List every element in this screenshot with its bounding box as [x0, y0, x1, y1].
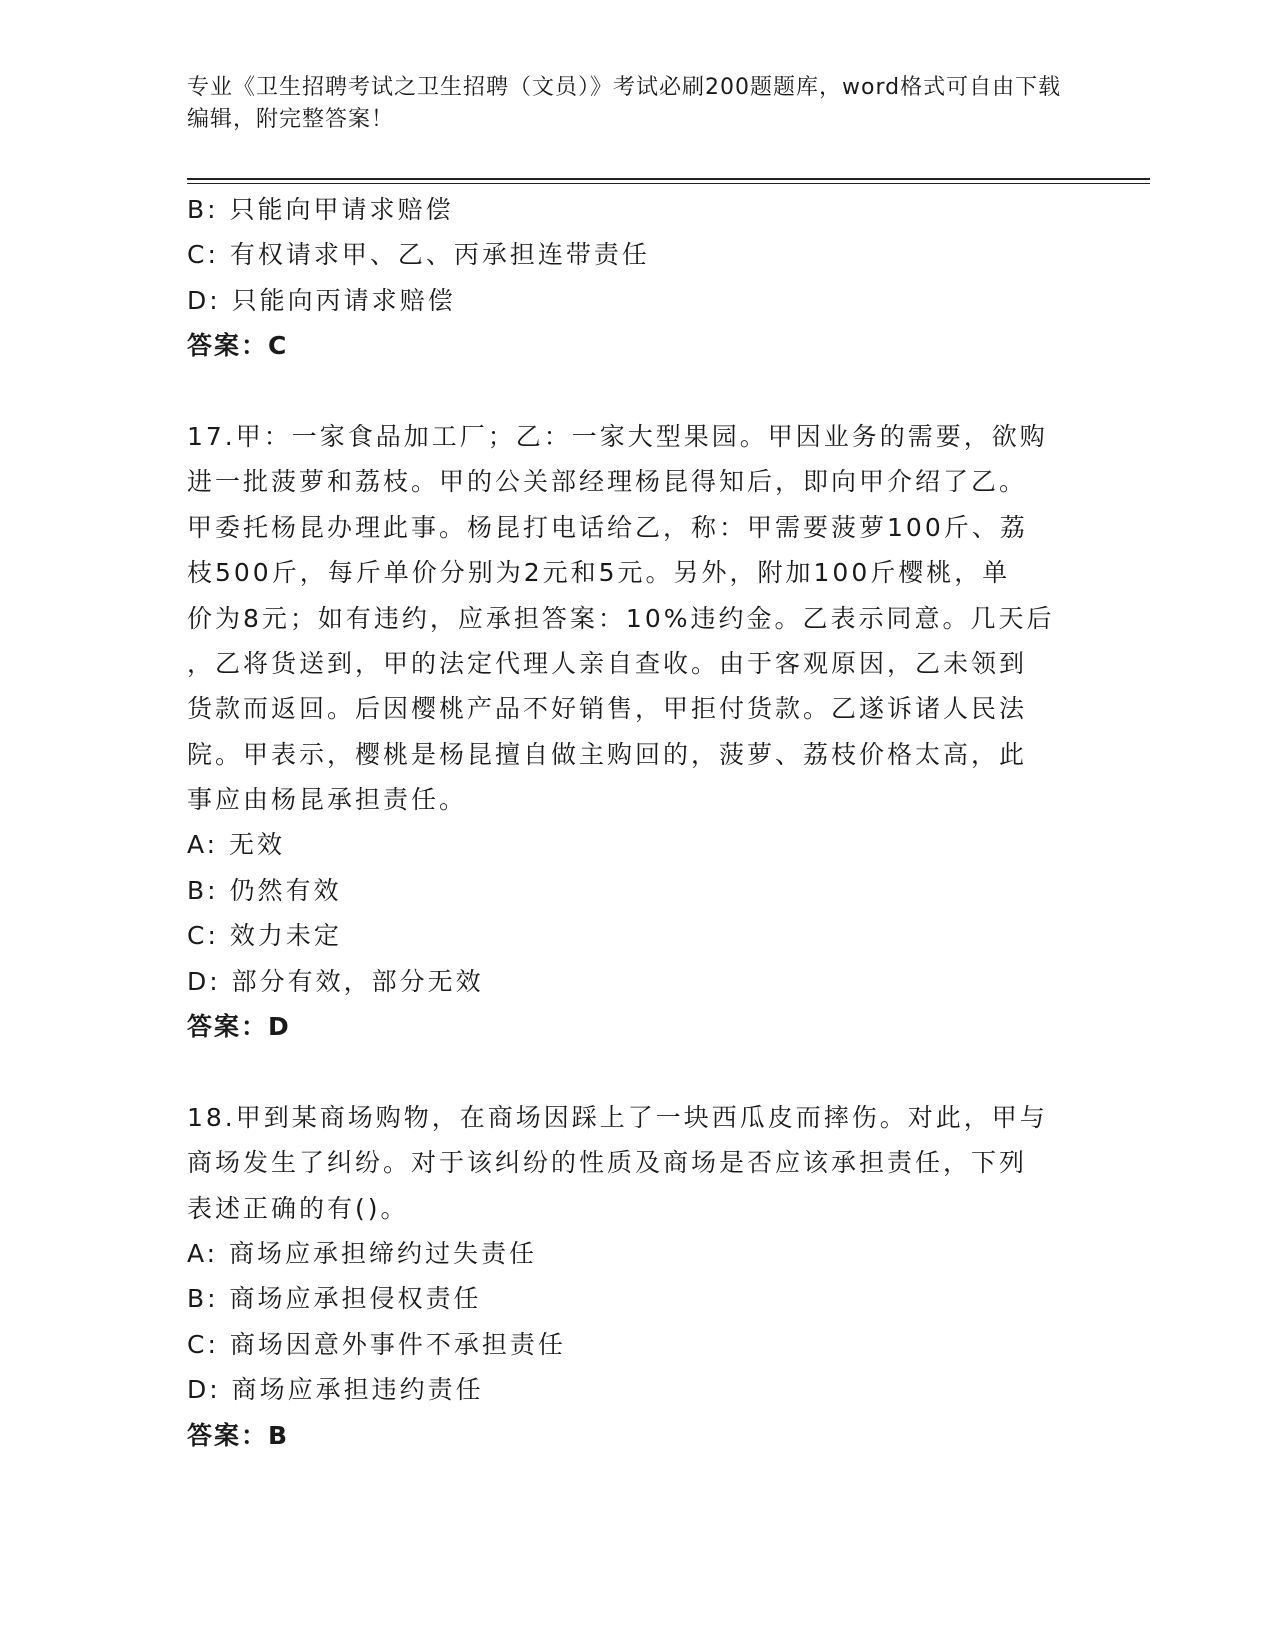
q17-option-b: B: 仍然有效 [187, 875, 342, 905]
q17-stem-line: 进一批菠萝和荔枝。甲的公关部经理杨昆得知后，即向甲介绍了乙。 [187, 467, 1028, 497]
header-rule-thick [187, 178, 1150, 180]
spacer [187, 1049, 1077, 1094]
q16-option-b: B: 只能向甲请求赔偿 [187, 195, 454, 224]
q17-stem-line: 甲委托杨昆办理此事。杨昆打电话给乙，称：甲需要菠萝100斤、荔 [187, 512, 1028, 542]
document-header: 专业《卫生招聘考试之卫生招聘（文员）》考试必刷200题题库，word格式可自由下载编辑，附完整答案！ [187, 75, 1062, 132]
q18-stem-line: 表述正确的有()。 [187, 1193, 409, 1223]
q18-stem-line: 18.甲到某商场购物，在商场因踩上了一块西瓜皮而摔伤。对此，甲与 [187, 1102, 1048, 1132]
q17-stem-line: 17.甲：一家食品加工厂；乙：一家大型果园。甲因业务的需要，欲购 [187, 421, 1048, 451]
q17-stem-line: 枝500斤，每斤单价分别为2元和5元。另外，附加100斤樱桃，单 [187, 558, 1011, 588]
q18-option-d: D: 商场应承担违约责任 [187, 1375, 484, 1405]
q18-option-b: B: 商场应承担侵权责任 [187, 1284, 482, 1314]
q17-option-a: A: 无效 [187, 830, 286, 860]
q18-option-a: A: 商场应承担缔约过失责任 [187, 1238, 538, 1268]
q17-stem-line: 货款而返回。后因樱桃产品不好销售，甲拒付货款。乙遂诉诸人民法 [187, 694, 1028, 724]
q18-option-c: C: 商场因意外事件不承担责任 [187, 1329, 566, 1359]
q16-option-d: D: 只能向丙请求赔偿 [187, 285, 456, 315]
q17-stem-line: ，乙将货送到，甲的法定代理人亲自查收。由于客观原因，乙未领到 [187, 648, 1028, 678]
q17-answer: 答案：D [187, 1012, 291, 1042]
q18-stem-line: 商场发生了纠纷。对于该纠纷的性质及商场是否应该承担责任，下列 [187, 1148, 1028, 1178]
q17-stem-line: 院。甲表示，樱桃是杨昆擅自做主购回的，菠萝、荔枝价格太高，此 [187, 739, 1028, 769]
q18-answer: 答案：B [187, 1420, 290, 1450]
q17-option-d: D: 部分有效，部分无效 [187, 966, 484, 996]
spacer [187, 369, 1077, 414]
question-content [187, 187, 1077, 1458]
q17-option-c: C: 效力未定 [187, 921, 342, 951]
q16-answer: 答案：C [187, 331, 289, 361]
q17-stem-line: 事应由杨昆承担责任。 [187, 785, 468, 815]
q17-stem-line: 价为8元；如有违约，应承担答案：10%违约金。乙表示同意。几天后 [187, 603, 1055, 633]
q16-option-c: C: 有权请求甲、乙、丙承担连带责任 [187, 240, 650, 270]
header-rule-thin [187, 183, 1150, 184]
